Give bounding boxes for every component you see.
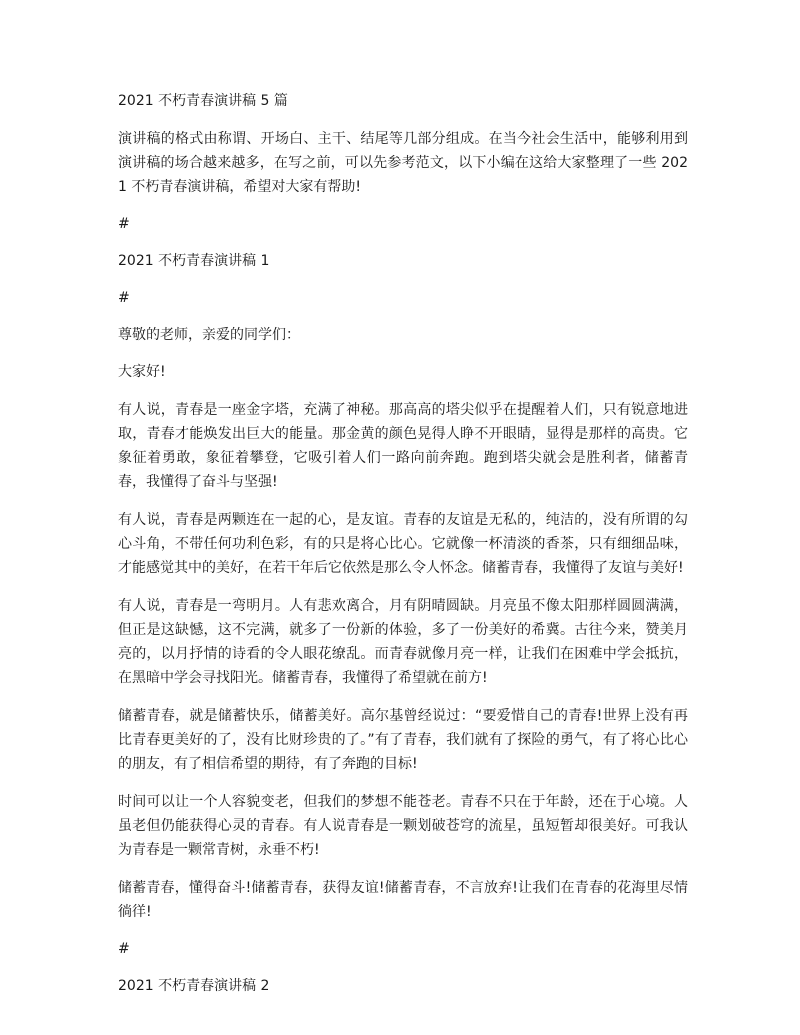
body-paragraph: 有人说，青春是一弯明月。人有悲欢离合，月有阴晴圆缺。月亮虽不像太阳那样圆圆满满，但正是这缺憾，这不完满，就多了一份新的体验，多了一份美好的希冀。古往今来，赞美月亮的，以月抒情的诗看的令人眼花缭乱。而青春就像月亮一样，让我们在困难中学会抵抗，在黑暗中学会寻找阳光。储蓄青春，我懂得了希望就在前方! bbox=[118, 598, 688, 686]
document-title: 2021 不朽青春演讲稿 5 篇 bbox=[118, 93, 288, 109]
document-body bbox=[118, 90, 688, 1012]
body-paragraph: 时间可以让一个人容貌变老，但我们的梦想不能苍老。青春不只在于年龄，还在于心境。人虽老但仍能获得心灵的青春。有人说青春是一颗划破苍穹的流星，虽短暂却很美好。可我认为青春是一颗常青树，永垂不朽! bbox=[118, 794, 688, 858]
separator-mark: # bbox=[118, 290, 130, 306]
separator-mark: # bbox=[118, 941, 130, 957]
intro-paragraph: 演讲稿的格式由称谓、开场白、主干、结尾等几部分组成。在当今社会生活中，能够利用到演讲稿的场合越来越多，在写之前，可以先参考范文，以下小编在这给大家整理了一些 2021 不朽青春演讲稿，希望对大家有帮助! bbox=[118, 131, 688, 195]
body-paragraph: 有人说，青春是一座金字塔，充满了神秘。那高高的塔尖似乎在提醒着人们，只有锐意地进取，青春才能焕发出巨大的能量。那金黄的颜色晃得人睁不开眼睛，显得是那样的高贵。它象征着勇敢，象征着攀登，它吸引着人们一路向前奔跑。跑到塔尖就会是胜利者，储蓄青春，我懂得了奋斗与坚强! bbox=[118, 402, 688, 490]
greeting: 大家好! bbox=[118, 364, 166, 380]
body-paragraph: 有人说，青春是两颗连在一起的心，是友谊。青春的友谊是无私的，纯洁的，没有所谓的勾心斗角，不带任何功利色彩，有的只是将心比心。它就像一杯清淡的香茶，只有细细品味，才能感觉其中的美好，在若干年后它依然是那么令人怀念。储蓄青春，我懂得了友谊与美好! bbox=[118, 512, 688, 576]
body-paragraph: 储蓄青春，懂得奋斗!储蓄青春，获得友谊!储蓄青春，不言放弃!让我们在青春的花海里尽情徜徉! bbox=[118, 880, 688, 920]
section-heading-1: 2021 不朽青春演讲稿 1 bbox=[118, 253, 270, 269]
separator-mark: # bbox=[118, 216, 130, 232]
salutation: 尊敬的老师，亲爱的同学们： bbox=[118, 327, 300, 343]
section-heading-2: 2021 不朽青春演讲稿 2 bbox=[118, 978, 270, 994]
body-paragraph: 储蓄青春，就是储蓄快乐，储蓄美好。高尔基曾经说过：“要爱惜自己的青春!世界上没有再比青春更美好的了，没有比财珍贵的了。”有了青春，我们就有了探险的勇气，有了将心比心的朋友，有了相信希望的期待，有了奔跑的目标! bbox=[118, 708, 688, 772]
